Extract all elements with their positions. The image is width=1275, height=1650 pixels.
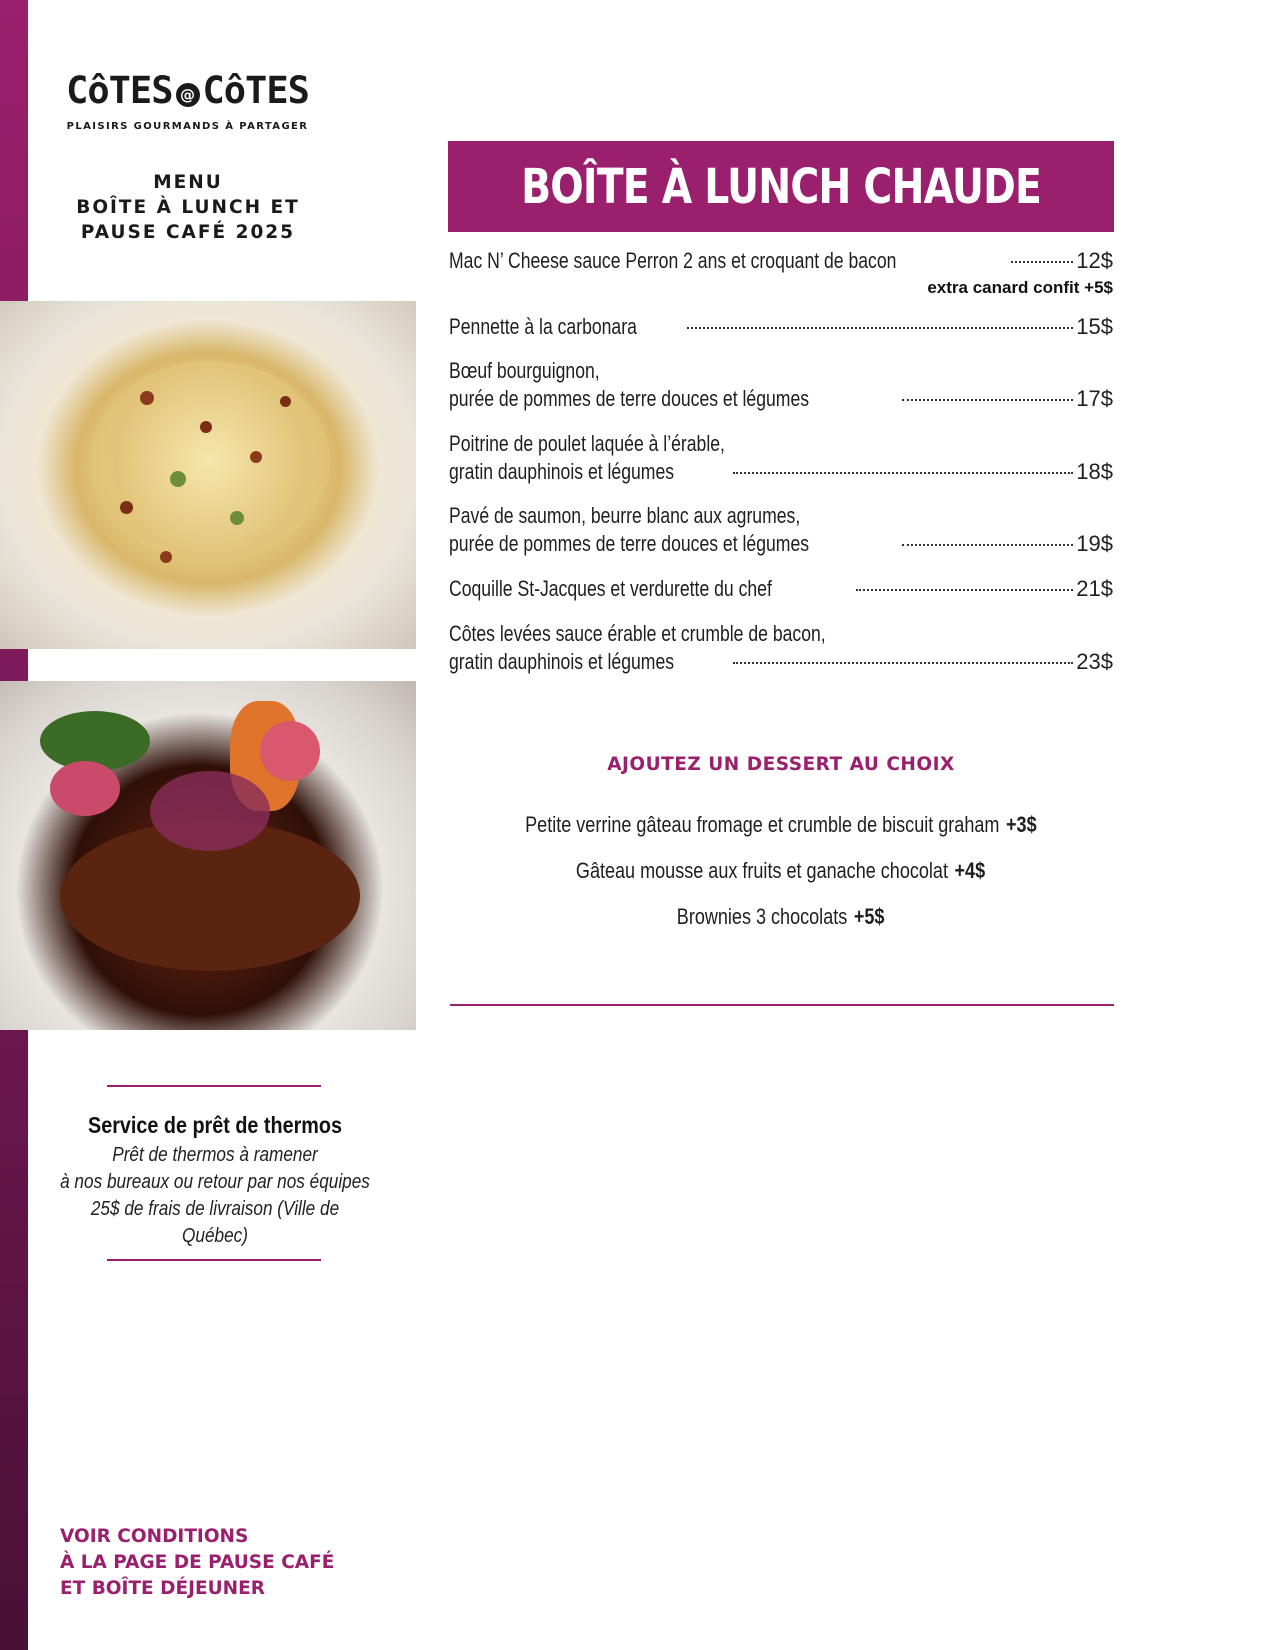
menu-item xyxy=(449,576,1113,604)
menu-item xyxy=(449,503,1113,559)
dot-leader xyxy=(902,544,1073,546)
item-price: 19$ xyxy=(1076,531,1113,556)
item-name: Coquille St-Jacques et verdurette du chef xyxy=(449,576,772,601)
section-banner xyxy=(448,141,1114,232)
beef-bourguignon-photo xyxy=(0,681,416,1030)
dessert-name: Petite verrine gâteau fromage et crumble de biscuit graham xyxy=(525,812,1000,837)
section-divider xyxy=(450,1004,1114,1006)
menu-title xyxy=(58,170,318,245)
dessert-price: +3$ xyxy=(1006,812,1037,837)
dot-leader xyxy=(733,472,1073,474)
menu-title-line: PAUSE CAFÉ 2025 xyxy=(80,222,296,243)
thermos-description xyxy=(56,1142,374,1250)
item-price: 17$ xyxy=(1076,386,1113,411)
item-name: Pavé de saumon, beurre blanc aux agrumes, xyxy=(449,503,801,528)
mac-and-cheese-photo xyxy=(0,301,416,649)
dessert-price: +5$ xyxy=(854,904,885,929)
dessert-item xyxy=(448,904,1114,930)
item-price: 23$ xyxy=(1076,649,1113,674)
item-price: 15$ xyxy=(1076,314,1113,339)
menu-item xyxy=(449,248,1113,298)
brand-logo xyxy=(60,69,315,132)
conditions-line: À LA PAGE DE PAUSE CAFÉ xyxy=(60,1552,335,1573)
dessert-price: +4$ xyxy=(954,858,986,883)
item-name: gratin dauphinois et légumes xyxy=(449,649,675,674)
item-price: 12$ xyxy=(1076,248,1113,273)
divider-bottom xyxy=(107,1259,321,1261)
conditions-note xyxy=(60,1524,380,1602)
menu-item xyxy=(449,431,1113,487)
thermos-line: 25$ de frais de livraison (Ville de Québec) xyxy=(90,1198,340,1247)
divider-top xyxy=(107,1085,321,1087)
item-name: Côtes levées sauce érable et crumble de bacon, xyxy=(449,621,826,646)
thermos-title: Service de prêt de thermos xyxy=(88,1112,342,1138)
dot-leader xyxy=(1011,261,1073,263)
menu-item xyxy=(449,358,1113,414)
thermos-line: Prêt de thermos à ramener xyxy=(112,1144,318,1166)
item-price: 21$ xyxy=(1076,576,1113,601)
menu-item xyxy=(449,621,1113,677)
dessert-item xyxy=(448,812,1114,838)
conditions-line: ET BOÎTE DÉJEUNER xyxy=(60,1578,266,1599)
section-title: BOÎTE À LUNCH CHAUDE xyxy=(520,158,1042,215)
dessert-heading: AJOUTEZ UN DESSERT AU CHOIX xyxy=(607,754,955,775)
item-name: purée de pommes de terre douces et légumes xyxy=(449,531,810,556)
menu-title-line: BOÎTE À LUNCH ET xyxy=(76,197,300,218)
logo-at-icon: @ xyxy=(176,83,200,107)
dessert-name: Gâteau mousse aux fruits et ganache chocolat xyxy=(576,858,949,883)
item-name: Pennette à la carbonara xyxy=(449,314,637,339)
menu-title-line: MENU xyxy=(153,172,223,193)
item-name: Poitrine de poulet laquée à l’érable, xyxy=(449,431,725,456)
dot-leader xyxy=(902,399,1073,401)
thermos-line: à nos bureaux ou retour par nos équipes xyxy=(60,1171,370,1193)
dot-leader xyxy=(856,589,1074,591)
dessert-name: Brownies 3 chocolats xyxy=(677,904,848,929)
item-extra: extra canard confit +5$ xyxy=(927,278,1113,297)
item-name: Mac N’ Cheese sauce Perron 2 ans et croquant de bacon xyxy=(449,248,897,273)
dessert-item xyxy=(448,858,1114,884)
dot-leader xyxy=(687,327,1073,329)
logo-word-left: CôTES xyxy=(66,69,173,112)
dot-leader xyxy=(733,662,1073,664)
item-price: 18$ xyxy=(1076,459,1113,484)
menu-items-list xyxy=(449,248,1113,677)
logo-tagline: PLAISIRS GOURMANDS À PARTAGER xyxy=(66,120,309,132)
conditions-line: VOIR CONDITIONS xyxy=(60,1526,249,1547)
menu-item xyxy=(449,314,1113,342)
logo-word-right: CôTES xyxy=(202,69,309,112)
item-name: Bœuf bourguignon, xyxy=(449,358,600,383)
item-name: purée de pommes de terre douces et légumes xyxy=(449,386,810,411)
item-name: gratin dauphinois et légumes xyxy=(449,459,675,484)
